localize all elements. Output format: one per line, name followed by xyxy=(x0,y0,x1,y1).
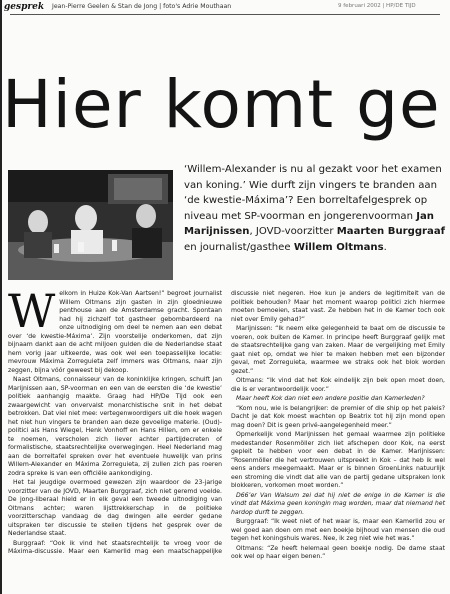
article-body xyxy=(8,284,445,562)
paragraph: Opmerkelijk vond Marijnissen het gemaal waarmee zijn politieke medestander Rosenmöller zich liet afschepen door Kok, na eerst gepleit te hebben voor een debat in de Kamer. Marijnissen: “Rosenmöller die het vertrouwen uitspreekt in Kok – dat heb ik wel eens anders meegemaakt. Maar er is binnen GroenLinks natuurlijk een stroming die vindt dat alle van de partij gedane uitspraken lonk blokkeren, vorkomen moet worden.” xyxy=(231,431,445,489)
paragraph: Het tal jeugdige overmoed gewezen zijn waardoor de 23-jarige voorzitter van de JOVD, Maarten Burggraaf, zich niet geremd voelde. De jong-liberaal hield er in elk geval een tweede uitnodiging van Oltmans achter; waren lijsttrekkerschap in de politieke voorzitterschap vandaag de dag dwingen alle eerder gedane uitspraken ter discussie te stellen tijdens het gesprek over de Nederlandse staat. xyxy=(8,479,222,537)
guest-name: Jan Marijnissen xyxy=(184,210,434,238)
paragraph: “Kom nou, wie is belangrijker: de premier of die ship op het paleis? Dacht je dat Kok moest wachten op Beatrix tot hij zijn mond open mag doen? Dit is geen privé-aangelegenheid meer.” xyxy=(231,404,445,429)
standfirst-text: . xyxy=(383,241,387,253)
headline: Hier komt ge xyxy=(2,66,441,143)
interview-question: D66’er Van Walsum zei dat hij niet de enige in de Kamer is die vindt dat Máxima geen koningin mag worden, maar dat niemand het hardop durft te zeggen. xyxy=(231,491,445,516)
photo-icon xyxy=(8,170,173,280)
byline-credits: Jean-Pierre Geelen & Stan de Jong | foto's Adrie Mouthaan xyxy=(52,3,232,10)
page-reference: 9 februari 2002 | HP/DE TIJD xyxy=(338,3,416,9)
guest-name: Maarten Burggraaf xyxy=(336,226,446,238)
standfirst-text: , JOVD-voorzitter xyxy=(249,226,337,238)
header-rule xyxy=(10,14,440,15)
paragraph: Burggraaf: “Ik weet niet of het waar is, maar een Kamerlid zou er wel goed aan doen om met een boekje bijhoud van mensen die oud tegen het koningshuis wares. Nee, ik zeg niet wie het was.” xyxy=(231,518,445,542)
paragraph: Burggraaf: “Ook ik vind het staatsrechtelijk te vroeg voor de Máxima-discussie. Maar een Kamerlid mag een maatschappelijke discussie niet negeren. Hoe kun je anders de legitimiteit van de politiek behouden? Maar het moment waarop politici zich hiermee moeten bemoeien, staat vast. Ze hebben het in de Kamer toch ook niet over Emily gehad?” xyxy=(8,290,445,555)
paragraph: Naast Oltmans, connaisseur van de koninklijke kringen, schuift Jan Marijnissen aan, SP-voorman en een van de eersten die ‘de kwestie’ politiek aanhangig maakte. Graag had HP/De Tijd ook een zwaargewicht van onvervalst monarchistische snit in het debat betrokken. Dat viel niet mee: vertegenwoordigers uit die hoek wagen het niet hun vingers te branden aan deze gevoelige materie. (Oud)-politici als Hans Wiegel, Henk Vonhoff en Hans Hillen, om er enkele te noemen, verscholen zich liever achter partijdecreten of formalistische, staatsrechtelijke overwegingen. Heel Nederland mag aan de borreltafel spreken over het eventuele huwelijk van prins Willem-Alexander en Máxima Zorreguieta, zij zullen zich pas roeren zodra spreke is van een officiële aankondiging. xyxy=(8,376,222,477)
paragraph: Welkom in Huize Kok-Van Aartsen!” begroet journalist Willem Oltmans zijn gasten in zijn gloednieuwe penthouse aan de Amsterdamse gracht. Spontaan had hij zichzelf tot gastheer gebombardeerd na onze uitnodiging om deel te nemen aan een debat over ‘de kwestie-Máxima’. Zijn voorstelije onderkomen, dat zijn bijnaam dankt aan de acht miljoen gulden die de Nederlandse staat hem vorig jaar uitkeerde, was ook wel een toepasselijke locatie: mevrouw Máxima Zorreguieta zelf immers was Oltmans, naar zijn zeggen, bijna vóór geweest bij dekoop. xyxy=(8,284,222,374)
section-label: gesprek xyxy=(4,2,45,12)
guest-name: Willem Oltmans xyxy=(293,241,384,253)
drop-cap: W xyxy=(8,284,56,338)
standfirst-text: en journalist/gasthee xyxy=(184,241,294,253)
paragraph: Oltmans: “Ik vind dat het Kok eindelijk zijn bek open moet doen, die is er verantwoordelijk voor.” xyxy=(231,377,445,393)
standfirst-text: ‘Willem-Alexander is nu al gezakt voor het examen van koning.’ Wie durft zijn vingers te branden aan ‘de kwestie-Máxima’? Een borreltafelgesprek op niveau met SP-voorman en jongerenvoorman xyxy=(184,164,442,222)
paragraph: Marijnissen: “Ik neem elke gelegenheid te baat om de discussie te voeren, ook buiten de Kamer. In principe heeft Burggraaf gelijk met de staatsrechtelijke gang van zaken. Maar de vergelijking met Emily gaat niet op, omdat we hier te maken hebben met een bijzonder geval, met Zorreguieta, waarmee we straks ook het blok worden gezet.” xyxy=(231,325,445,375)
paragraph: Oltmans: “Ze heeft helemaal geen boekje nodig. De dame staat ook wel op haar eigen benen.” xyxy=(231,544,445,560)
photo-of-panel-discussion xyxy=(8,170,173,280)
interview-question: Maar heeft Kok dan niet een andere positie dan Kamerleden? xyxy=(236,395,425,402)
standfirst xyxy=(184,162,446,256)
